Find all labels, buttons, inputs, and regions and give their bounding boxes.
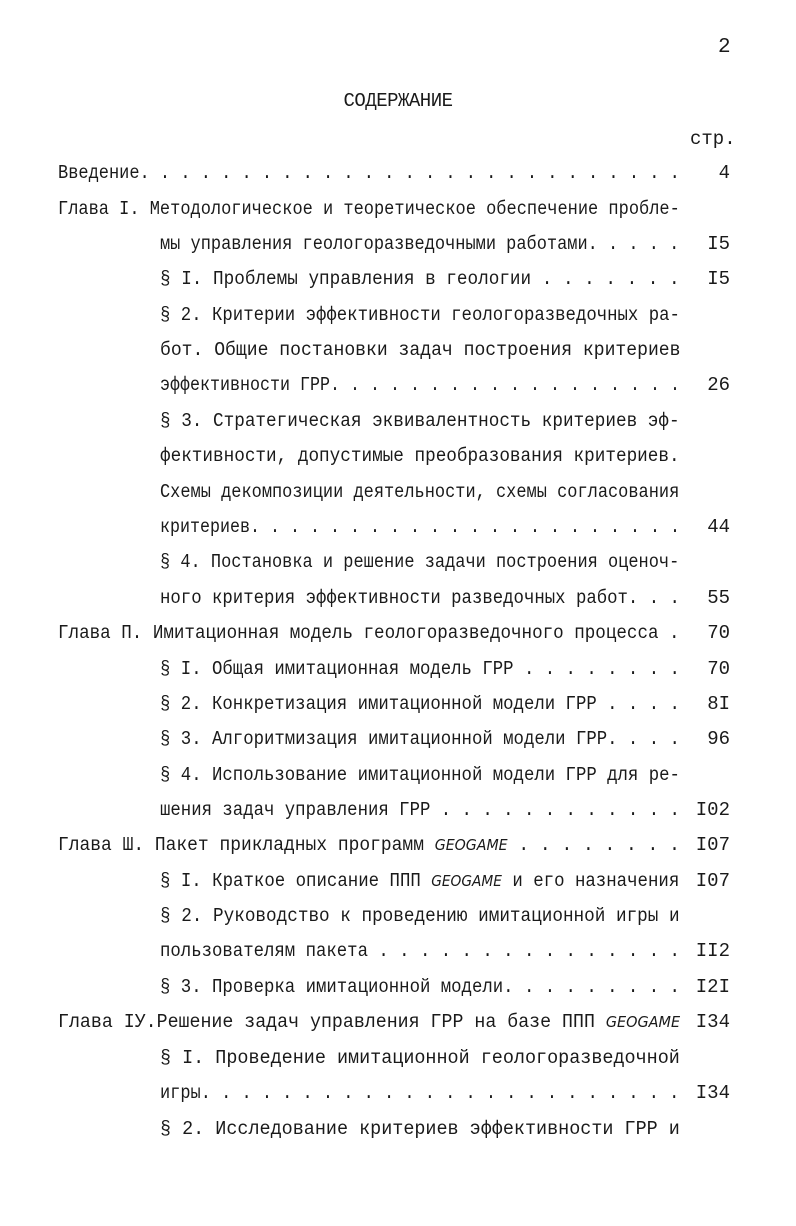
- toc-line: Глава П. Имитационная модель геологоразведочного процесса .: [58, 622, 680, 644]
- toc-line: § 2. Руководство к проведению имитационной игры и: [160, 905, 680, 927]
- page-title: СОДЕРЖАНИЕ: [343, 90, 453, 112]
- toc-line: игры. . . . . . . . . . . . . . . . . . . . . . . .: [160, 1082, 680, 1104]
- toc-page-number: 44: [707, 516, 730, 538]
- toc-page-number: I5: [707, 268, 730, 290]
- toc-line: ного критерия эффективности разведочных работ. . .: [160, 587, 680, 609]
- toc-line: Глава IУ.Решение задач управления ГРР на базе ППП GEOGAME: [58, 1011, 681, 1033]
- toc-line: эффективности ГРР. . . . . . . . . . . . . . . . . .: [160, 374, 680, 396]
- toc-line: Схемы декомпозиции деятельности, схемы согласования: [160, 481, 680, 503]
- toc-line: § 2. Конкретизация имитационной модели ГРР . . . .: [160, 693, 680, 715]
- toc-page-number: 26: [707, 374, 730, 396]
- toc-line: § I. Общая имитационная модель ГРР . . . . . . . .: [160, 658, 680, 680]
- toc-line: § 2. Критерии эффективности геологоразведочных ра-: [160, 304, 680, 326]
- program-name: GEOGAME: [431, 872, 502, 890]
- toc-line: Глава Ш. Пакет прикладных программ GEOGAME . . . . . . . .: [58, 834, 680, 856]
- toc-page-number: 4: [718, 162, 730, 184]
- toc-page-number: I2I: [695, 976, 730, 998]
- program-name: GEOGAME: [434, 836, 508, 854]
- toc-page-number: I07: [695, 834, 730, 856]
- toc-line: § 3. Проверка имитационной модели. . . . . . . . .: [160, 976, 680, 998]
- toc-line: § 3. Стратегическая эквивалентность критериев эф-: [160, 410, 680, 432]
- toc-page-number: I07: [695, 870, 730, 892]
- toc-page-number: 55: [707, 587, 730, 609]
- toc-line: § I. Проведение имитационной геологоразведочной: [160, 1047, 680, 1069]
- program-name: GEOGAME: [605, 1013, 681, 1031]
- toc-line: бот. Общие постановки задач построения критериев: [160, 339, 681, 361]
- toc-line: критериев. . . . . . . . . . . . . . . . . . . . . .: [160, 516, 680, 538]
- toc-page-number: 8I: [707, 693, 730, 715]
- toc-page-number: 70: [707, 622, 730, 644]
- toc-line: § 4. Постановка и решение задачи построения оценоч-: [160, 551, 680, 573]
- toc-line: шения задач управления ГРР . . . . . . . . . . . .: [160, 799, 680, 821]
- toc-line: Введение. . . . . . . . . . . . . . . . . . . . . . . . . . .: [58, 162, 680, 184]
- toc-page-number: I34: [695, 1011, 730, 1033]
- toc-page-number: I34: [695, 1082, 730, 1104]
- toc-page-number: 96: [707, 728, 730, 750]
- toc-line: § 2. Исследование критериев эффективности ГРР и: [160, 1118, 680, 1140]
- toc-page-number: 70: [707, 658, 730, 680]
- toc-line: пользователям пакета . . . . . . . . . . . . . . .: [160, 940, 680, 962]
- toc-line: § 3. Алгоритмизация имитационной модели ГРР. . . .: [160, 728, 680, 750]
- toc-page-number: I02: [695, 799, 730, 821]
- page-column-label: стр.: [690, 128, 736, 150]
- toc-page-number: II2: [695, 940, 730, 962]
- page-number: 2: [718, 36, 731, 59]
- toc-line: § I. Проблемы управления в геологии . . . . . . .: [160, 268, 680, 290]
- toc-line: мы управления геологоразведочными работами. . . . .: [160, 233, 680, 255]
- toc-line: Глава I. Методологическое и теоретическое обеспечение пробле-: [58, 198, 680, 220]
- toc-page-number: I5: [707, 233, 730, 255]
- toc-line: § 4. Использование имитационной модели ГРР для ре-: [160, 764, 680, 786]
- toc-line: фективности, допустимые преобразования критериев.: [160, 445, 680, 467]
- toc-line: § I. Краткое описание ППП GEOGAME и его назначения: [160, 870, 680, 892]
